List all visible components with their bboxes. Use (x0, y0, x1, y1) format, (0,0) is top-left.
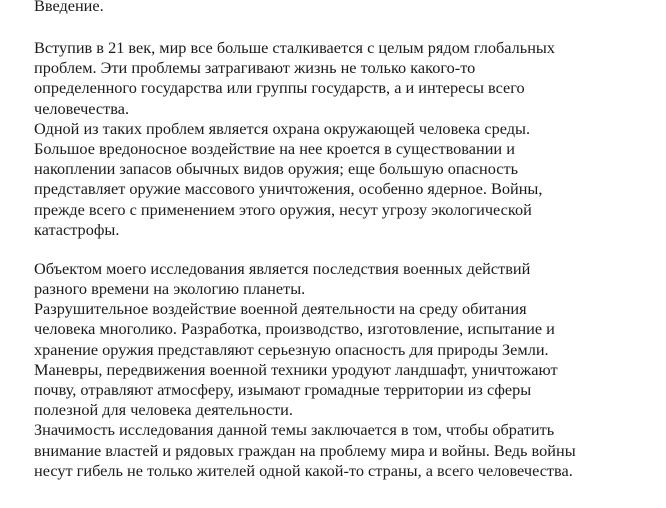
text-line: Одной из таких проблем является охрана окружающей человека среды. (34, 118, 531, 138)
text-block-intro (34, 38, 659, 240)
text-line: несут гибель не только жителей одной какой-то страны, а всего человечества. (34, 460, 573, 480)
text-line: определенного государства или группы государств, а и интересы всего (34, 78, 525, 98)
text-line: накоплении запасов обычных видов оружия; еще большую опасность (34, 159, 519, 179)
text-line: проблем. Эти проблемы затрагивают жизнь не только какого-то (34, 58, 476, 78)
text-line: Маневры, передвижения военной техники уродуют ландшафт, уничтожают (34, 359, 558, 379)
text-line: Большое вредоносное воздействие на нее кроется в существовании и (34, 138, 515, 158)
text-line: почву, отравляют атмосферу, изымают громадные территории из сферы (34, 380, 532, 399)
text-line: разного времени на экологию планеты. (34, 279, 306, 299)
text-line: Вступив в 21 век, мир все больше сталкивается с целым рядом глобальных (34, 38, 556, 57)
text-line: человечества. (34, 98, 130, 118)
document-page (34, 0, 659, 481)
text-block-research (34, 259, 659, 481)
text-line: полезной для человека деятельности. (34, 400, 293, 420)
text-line: Объектом моего исследования является последствия военных действий (34, 258, 531, 278)
text-line: внимание властей и рядовых граждан на проблему мира и войны. Ведь войны (34, 440, 576, 460)
text-line: хранение оружия представляют серьезную опасность для природы Земли. (34, 339, 549, 359)
document-heading: Введение. (34, 0, 104, 15)
text-line: Значимость исследования данной темы заключается в том, чтобы обратить (34, 420, 555, 440)
text-line: человека многолико. Разработка, производство, изготовление, испытание и (34, 319, 555, 339)
text-line: Разрушительное воздействие военной деятельности на среду обитания (34, 299, 527, 319)
text-line: катастрофы. (34, 219, 120, 239)
text-line: прежде всего с применением этого оружия, несут угрозу экологической (34, 199, 532, 219)
text-line: представляет оружие массового уничтожения, особенно ядерное. Войны, (34, 179, 543, 199)
